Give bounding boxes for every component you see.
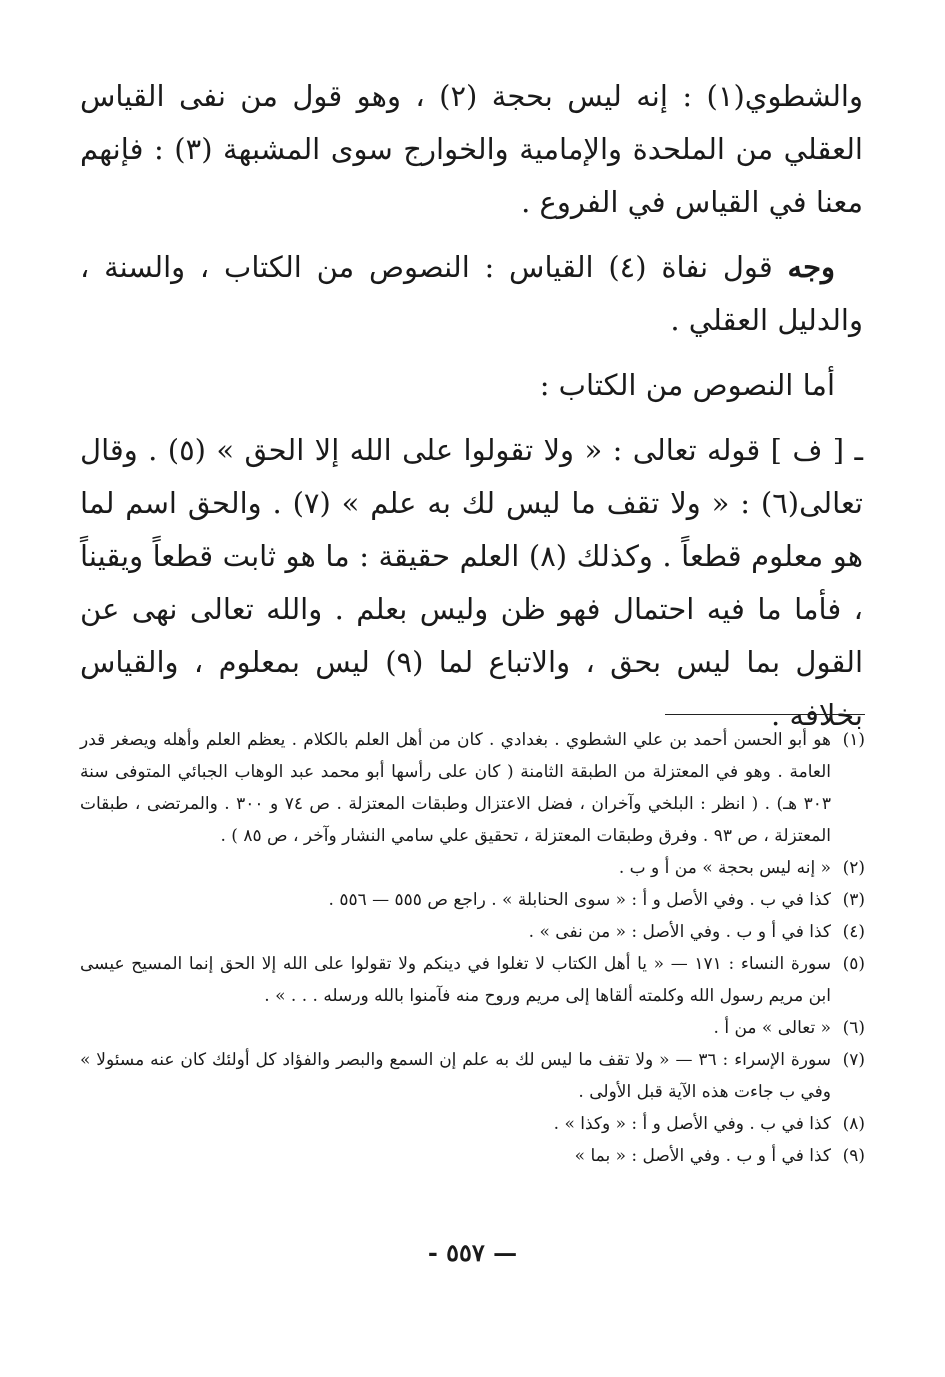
footnote-text: هو أبو الحسن أحمد بن علي الشطوي . بغدادي . كان من أهل العلم بالكلام . يعظم العلم وأهله ويصغر قدر العامة . وهو في المعتزلة من الطبقة الثامنة ( كان على رأسها أبو محمد عبد الوهاب الجبائي المتوفى سنة ٣٠٣ هـ) . ( انظر : البلخي وآخران ، فضل الاعتزال وطبقات المعتزلة . ص ٧٤ و ٣٠٠ . والمرتضى ، طبقات المعتزلة ، ص ٩٣ . وفرق وطبقات المعتزلة ، تحقيق علي سامي النشار وآخر ، ص ٨٥ ) . [80, 730, 831, 846]
footnote-number: (٩) [842, 1146, 865, 1166]
footnote-1 [80, 724, 865, 852]
footnote-5 [80, 948, 865, 1012]
paragraph-2-text: قول نفاة (٤) القياس : النصوص من الكتاب ، والسنة ، والدليل العقلي . [80, 250, 863, 337]
footnote-text: « تعالى » من أ . [713, 1018, 831, 1038]
paragraph-4: ـ [ ف ] قوله تعالى : « ولا تقولوا على الله إلا الحق » (٥) . وقال تعالى(٦) : « ولا تقف ما ليس لك به علم » (٧) . والحق اسم لما هو معلوم قطعاً . وكذلك (٨) العلم حقيقة : ما هو ثابت قطعاً ويقيناً ، فأما ما فيه احتمال فهو ظن وليس بعلم . والله تعالى نهى عن القول بما ليس بحق ، والاتباع لما (٩) ليس بمعلوم ، والقياس بخلافه . [80, 433, 863, 732]
paragraph-2-keyword: وجه [787, 250, 835, 284]
paragraph-1: والشطوي(١) : إنه ليس بحجة (٢) ، وهو قول من نفى القياس العقلي من الملحدة والإمامية والخوارج سوى المشبهة (٣) : فإنهم معنا في القياس في الفروع . [80, 79, 863, 219]
footnote-text: كذا في أ و ب . وفي الأصل : « من نفى » . [528, 922, 831, 942]
page-number: — ٥٥٧ - [427, 1238, 518, 1267]
footnote-number: (٣) [842, 890, 865, 910]
footnote-3 [80, 884, 865, 916]
main-text [80, 70, 863, 754]
footnote-2 [80, 852, 865, 884]
footnote-text: كذا في أ و ب . وفي الأصل : « بما » [574, 1146, 831, 1166]
footnote-text: « إنه ليس بحجة » من أ و ب . [618, 858, 831, 878]
paragraph-2 [80, 241, 863, 347]
footnote-9 [80, 1140, 865, 1172]
footnote-number: (٦) [842, 1018, 865, 1038]
footnote-number: (١) [842, 730, 865, 750]
footnote-number: (٤) [842, 922, 865, 942]
footnote-6 [80, 1012, 865, 1044]
footnote-number: (٧) [842, 1050, 865, 1070]
footnote-text: سورة الإسراء : ٣٦ — « ولا تقف ما ليس لك به علم إن السمع والبصر والفؤاد كل أولئك كان عنه مسئولا » وفي ب جاءت هذه الآية قبل الأولى . [80, 1050, 831, 1102]
footnote-number: (٨) [842, 1114, 865, 1134]
footnote-number: (٢) [842, 858, 865, 878]
footnote-text: سورة النساء : ١٧١ — « يا أهل الكتاب لا تغلوا في دينكم ولا تقولوا على الله إلا الحق إنما المسيح عيسى ابن مريم رسول الله وكلمته ألقاها إلى مريم وروح منه فآمنوا بالله ورسله . . . » . [80, 954, 831, 1006]
footnote-4 [80, 916, 865, 948]
footnote-8 [80, 1108, 865, 1140]
footnote-text: كذا في ب . وفي الأصل و أ : « وكذا » . [553, 1114, 831, 1134]
footnote-number: (٥) [842, 954, 865, 974]
footnote-text: كذا في ب . وفي الأصل و أ : « سوى الحنابلة » . راجع ص ٥٥٥ — ٥٥٦ . [328, 890, 831, 910]
footnotes [80, 724, 865, 1172]
footnote-separator [665, 714, 865, 715]
paragraph-3: أما النصوص من الكتاب : [539, 368, 835, 402]
footnote-7 [80, 1044, 865, 1108]
